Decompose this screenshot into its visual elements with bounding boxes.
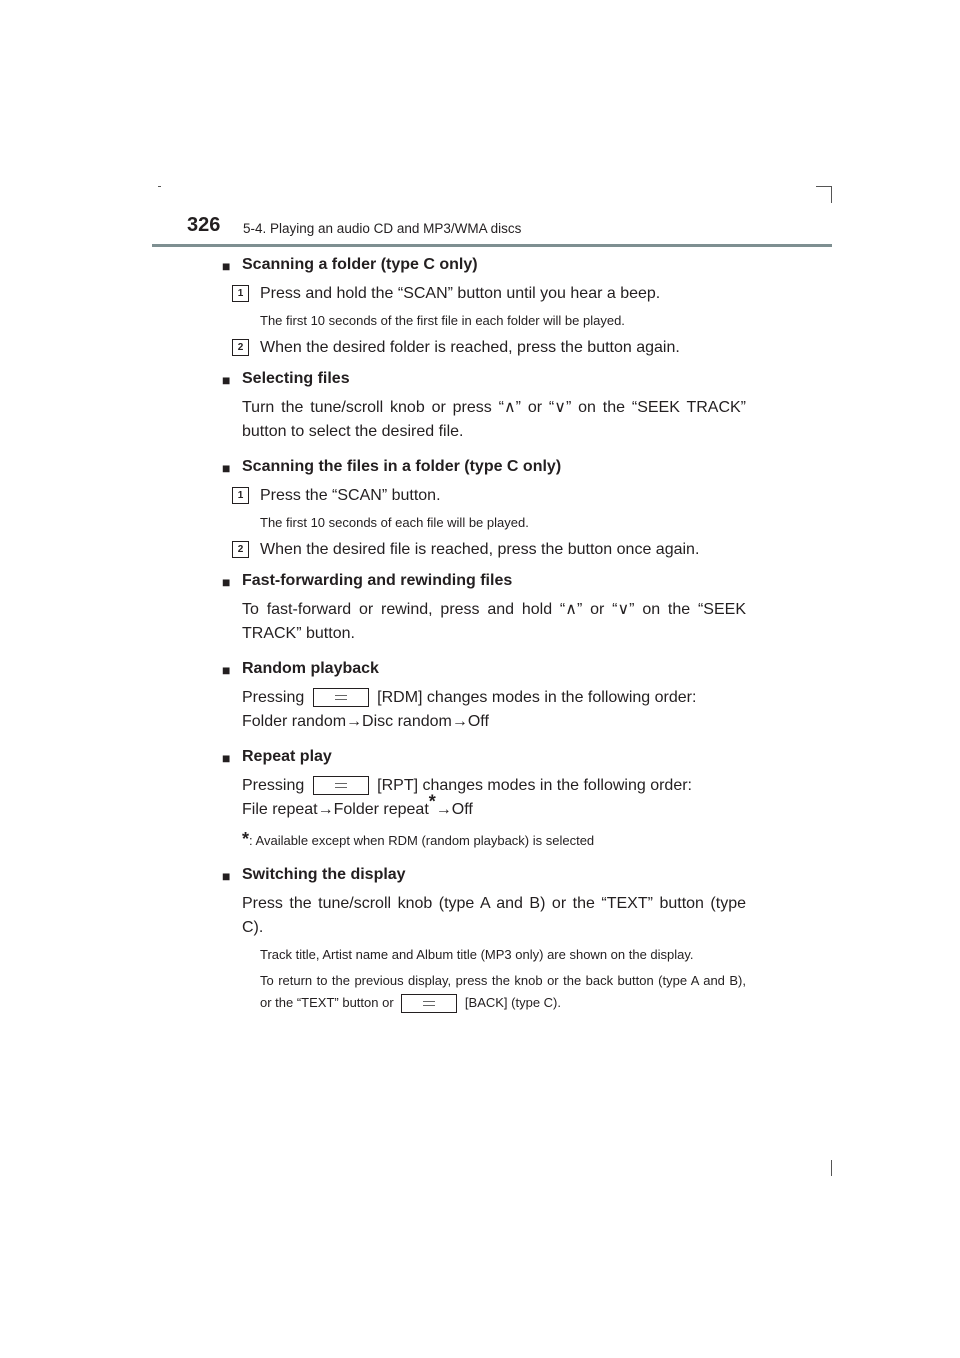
preset-button-icon bbox=[313, 776, 369, 795]
square-bullet-icon: ■ bbox=[222, 258, 231, 274]
square-bullet-icon: ■ bbox=[222, 662, 231, 678]
heading-repeat-play: ■ Repeat play bbox=[222, 744, 746, 768]
page-number: 326 bbox=[187, 214, 221, 236]
square-bullet-icon: ■ bbox=[222, 460, 231, 476]
heading-selecting-files: ■ Selecting files bbox=[222, 366, 746, 390]
square-bullet-icon: ■ bbox=[222, 868, 231, 884]
step-1: 1 Press and hold the “SCAN” button until you hear a beep. bbox=[260, 282, 746, 306]
square-bullet-icon: ■ bbox=[222, 574, 231, 590]
note: The first 10 seconds of the first file in each folder will be played. bbox=[260, 313, 625, 328]
body-text: Press the tune/scroll knob (type A and B) or the “TEXT” button (type C). bbox=[242, 895, 746, 936]
square-bullet-icon: ■ bbox=[222, 750, 231, 766]
note: The first 10 seconds of each file will be played. bbox=[260, 515, 529, 530]
crop-mark bbox=[816, 186, 832, 187]
preset-button-icon bbox=[401, 994, 457, 1013]
step-number-badge: 2 bbox=[232, 541, 249, 558]
crop-mark bbox=[158, 186, 161, 187]
body-text: Pressing [RDM] changes modes in the following order: Folder random→Disc random→Off bbox=[242, 689, 697, 730]
preset-button-icon bbox=[313, 688, 369, 707]
heading-random-playback: ■ Random playback bbox=[222, 656, 746, 680]
crop-mark bbox=[831, 1160, 832, 1176]
body-text: Turn the tune/scroll knob or press “∧” or “∨” on the “SEEK TRACK” button to select the desired file. bbox=[242, 399, 746, 440]
body-text: To fast-forward or rewind, press and hold “∧” or “∨” on the “SEEK TRACK” button. bbox=[242, 601, 746, 642]
heading-switching-display: ■ Switching the display bbox=[222, 862, 746, 886]
heading-scan-folder: ■ Scanning a folder (type C only) bbox=[222, 252, 746, 276]
body-text: Pressing [RPT] changes modes in the following order: File repeat→Folder repeat*→Off bbox=[242, 777, 692, 818]
crop-mark bbox=[831, 186, 832, 203]
header-rule bbox=[152, 244, 832, 247]
step-2: 2 When the desired file is reached, press the button once again. bbox=[260, 538, 746, 562]
square-bullet-icon: ■ bbox=[222, 372, 231, 388]
note: Track title, Artist name and Album title (MP3 only) are shown on the display. bbox=[260, 947, 694, 962]
footnote: *: Available except when RDM (random playback) is selected bbox=[242, 829, 595, 849]
step-number-badge: 1 bbox=[232, 285, 249, 302]
page-content bbox=[222, 252, 746, 1014]
step-number-badge: 2 bbox=[232, 339, 249, 356]
step-1: 1 Press the “SCAN” button. bbox=[260, 484, 746, 508]
section-title: 5-4. Playing an audio CD and MP3/WMA discs bbox=[243, 221, 522, 236]
heading-fast-forward: ■ Fast-forwarding and rewinding files bbox=[222, 568, 746, 592]
heading-scan-files: ■ Scanning the files in a folder (type C only) bbox=[222, 454, 746, 478]
step-number-badge: 1 bbox=[232, 487, 249, 504]
note: To return to the previous display, press the knob or the back button (type A and B), or the “TEXT” button or [BACK] (type C). bbox=[260, 970, 746, 1014]
step-2: 2 When the desired folder is reached, press the button again. bbox=[260, 336, 746, 360]
